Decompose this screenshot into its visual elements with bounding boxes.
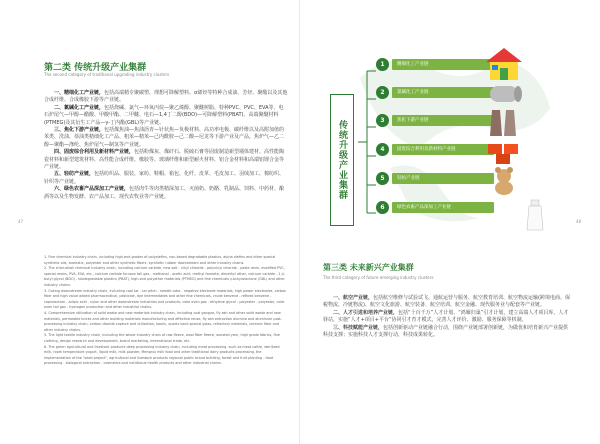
- item-label: 轻纺产业链: [392, 173, 494, 184]
- paragraph: 二、氯碱化工产业链，包括烧碱、氯气—环氧丙烷—聚乙烯醇、聚醚树脂、特种PVC、PVC、EVA等、电石炉尾气—甲醇—醋酸、甲酸甲酯、二甲醚、电石—1,4丁二醇(BDO)—可降解塑料(PBAT)、高端聚醚材料(PTMEG)及其衍生工产品—γ-丁内酯(GBL)等产业链。: [44, 104, 284, 126]
- item-number: 1: [376, 58, 389, 71]
- item-number: 3: [376, 114, 389, 127]
- section-subtitle: The second category of traditional upgrading industry clusters: [44, 72, 170, 77]
- milk-bottle-icon: [520, 198, 550, 232]
- paragraph: 三、焦化下游产业链，包括煤焦油—焦油沥青—针状焦—负极材料、高功率电极、碳纤维以及高附加值的苯类、洗油、萘油类精细化工产品、粗苯—精苯—己内酰胺—己二酸—尼龙等下游产业及产品。焦炉气—乙二醇—聚酯—涤纶、焦炉尾气—制氢等产业链。: [44, 127, 285, 148]
- item-label: 精细化工产业链: [392, 59, 494, 70]
- item-label: 绿色农畜产品深加工产业链: [392, 202, 494, 213]
- page-number: 47: [18, 219, 24, 224]
- teddy-bear-icon: [484, 166, 524, 196]
- list-item-6: [376, 201, 494, 214]
- note: 2. The chlor-alkali chemical industry chain, including calcium carbide, new salt - vinyl chloride - polyvinyl chloride - paste resin, modified PVC, special resins, PVA, EVA, etc., calcium carbide furnace tail gas - methanol - acetic acid, methyl formate, dimethyl ether, calcium carbide - 1,4-butyl glycol (BDO) - biodegradable plastics (PBAT), high-end polyether materials (PTMEG) and fine chemicals γ-butyrolactone (GBL) and other industry chains.: [44, 266, 286, 287]
- note: 5. The light textile industry chain, including the whole industry chain of raw fleece, wool fiber fleece, worsted yarn, high grade fabrics, fine clothing, design research and development, brand marketing, international trade, etc.: [44, 333, 280, 343]
- section-title: 第二类 传统升级产业集群: [44, 63, 147, 73]
- house-blocks-icon: [484, 44, 524, 84]
- item-label: 氯碱化工产业链: [392, 87, 494, 98]
- page-number: 48: [576, 219, 582, 224]
- bricks-icon: [484, 138, 524, 168]
- item-label: 固废综合利用及新材料产业链: [392, 144, 494, 155]
- note: 3. Coking downstream industry chain, including coal tar - tar pitch - needle coke - negative electrode materials, high power electrodes, carbon fiber and high value added pharmaceutical, pesticide, dye intermediates and other fine chemicals, crude benzene - refined benzene - caprolactam - adipic acid - nylon and other downstream industries and products, coke oven gas - ethylene glycol - polyester - polyester, coke oven tail gas - hydrogen production and other industrial chains.: [44, 288, 287, 310]
- paragraph: 四、固废综合利用及新材料产业链，包括粉煤灰、煤矸石、脱硫石膏等固废制造新型墙体建材、高性能陶瓷材料和新型建筑材料、高性能合成纤维、橡胶等、玻璃纤维和新型耐火材料、铝合金材料和高端铝锂合金等产业链。: [44, 149, 285, 171]
- section2-subtitle: The third category of future emerging industry clusters: [323, 275, 434, 280]
- item-number: 5: [376, 172, 389, 185]
- list-item-4: [376, 143, 494, 156]
- note: 4. Comprehensive utilization of solid waste and new materials industry chain, including coal gangue, fly ash and other solid waste and new materials, permeable bricks and other building materials manufacturing and effective reuse, fly ash extraction alumina and aluminum post-processing industry chain, carbon dioxide capture and utilization, kaolin, quartz sand special glass, refractory materials, ceramic fiber and other industry chains.: [44, 310, 282, 332]
- cylinder-tank-icon: [484, 80, 524, 108]
- item-number: 2: [376, 86, 389, 99]
- vertical-title: 传统升级产业集群: [330, 94, 354, 226]
- section2-title: 第三类 未来新兴产业集群: [323, 263, 414, 272]
- list-item-2: [376, 86, 494, 99]
- yarn-spools-icon: [484, 106, 524, 138]
- item-number: 6: [376, 201, 389, 214]
- note: 1. Fine chemical industry chain, including high-end grades of polyolefins, non-based degradable plastics, alpha olefins and other special synthetic oils, aromatic, polyester and other synthetic fibers, synthetic rubber downstream and other industry chains.: [44, 255, 276, 265]
- paragraph: 六、绿色农畜产品深加工产业链，包括肉牛等肉类精深加工、灭菌奶、奶酪、乳制品、饲料、中药材、酿酒等以及生物发酵、农产品加工、现代农牧业等产业链。: [44, 186, 285, 200]
- item-label: 焦化下游产业链: [392, 115, 494, 126]
- connector-bracket: [358, 66, 376, 218]
- paragraph: 一、航空产业链，包括航空维修与试验试飞、通航运营与服务、航空教育培训、航空物流运输(跨境电商、保税物流、冷链物流)、航空文化旅游、航空装备、航空培训、航空金融、现代服务业与配套等产业链。: [323, 295, 570, 309]
- paragraph: 一、精细化工产业链，包括高端精专聚碳塑、理想可降解塑料、α烯烃等特种合成油、芳烃、聚酯以及其他合成纤维、合成橡胶下游等产业链。: [44, 90, 288, 104]
- list-item-1: [376, 58, 494, 71]
- list-item-5: [376, 172, 494, 185]
- english-notes: [44, 255, 288, 367]
- paragraph: 二、人才引进和培养产业链，包括“十百千万”人才计划、“鸿雁归巢”引才计划，建立高端人才项目库、人才驿站，实施“人才+项目+平台”协同引才育才模式，完善人才评价、激励、服务保障等机制。: [323, 309, 569, 324]
- chinese-body: [44, 90, 288, 201]
- item-number: 4: [376, 143, 389, 156]
- list-item-3: [376, 114, 494, 127]
- paragraph: 三、科技赋能产业链，包括创新驱动产业链融合行动，围绕产业链部署创新链，为做优和培育新兴产业提供科技支撑；实施科技人才支撑行动，科技成果转化。: [323, 324, 569, 339]
- section2-body: [323, 295, 573, 339]
- note: 6. The green agricultural and livestock products deep processing industry chain, including meat processing, such as meat cattle, sterilized milk, room temperature yogurt, liquid milk, milk powder, Mengniu milk food and other traditional dairy products processing, the implementation of the "seed project", agricultural and livestock products regional public brand building, forest and fruit planting - food processing - biological extraction - cosmetics and nutritional health products and other industrial chains.: [44, 344, 280, 366]
- paragraph: 五、轻纺产业链，包括纺织品、服装、家纺、鞋帽、箱包、化纤、皮革、毛皮加工、羽绒加工、棉纺织、针织等产业链。: [44, 171, 285, 185]
